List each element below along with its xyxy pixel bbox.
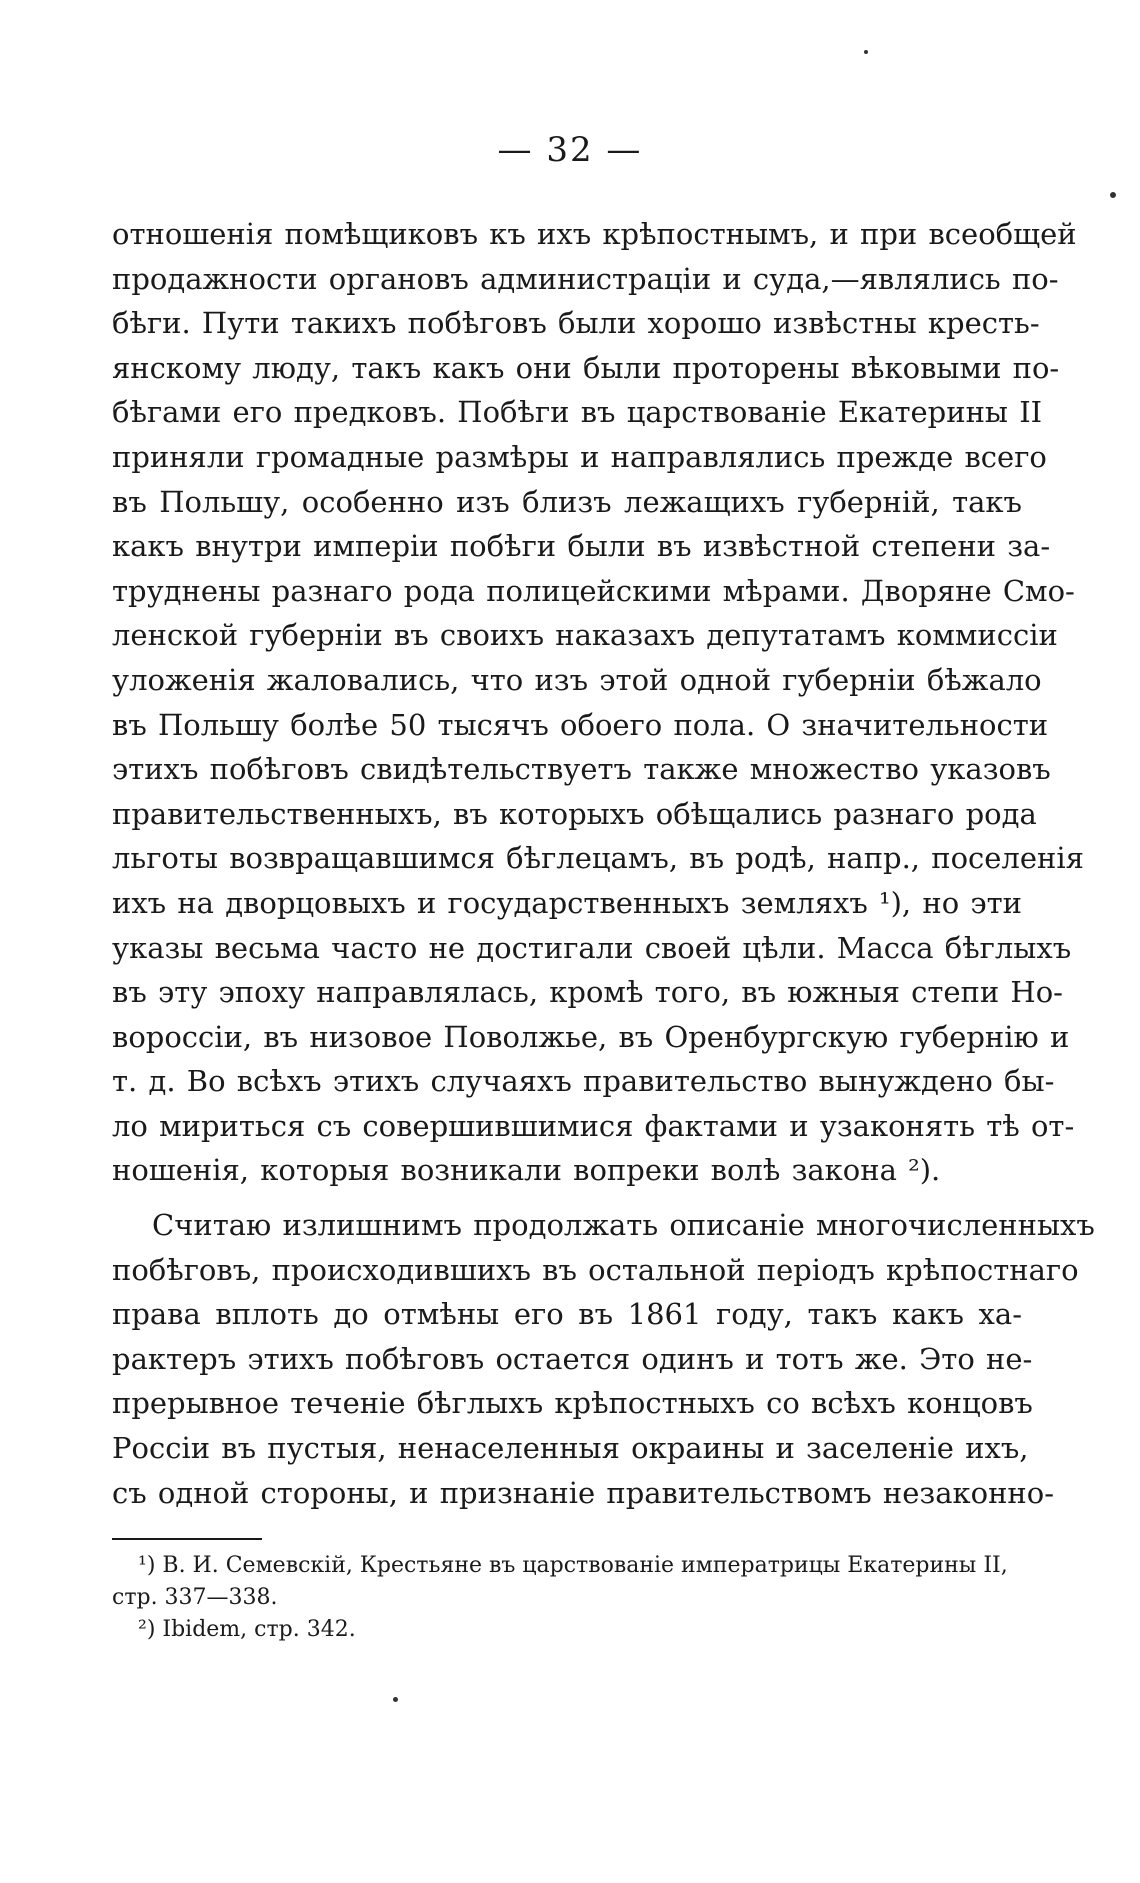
text-line: ленской губерніи въ своихъ наказахъ депутатамъ коммиссіи (112, 618, 1058, 653)
text-line: указы весьма часто не достигали своей цѣли. Масса бѣглыхъ (112, 930, 1072, 965)
scan-speck (864, 50, 868, 54)
footnote-line: стр. 337—338. (112, 1585, 278, 1610)
footnotes (112, 1550, 1022, 1646)
main-text (112, 212, 1095, 1515)
paragraph (112, 212, 1084, 1193)
text-line: льготы возвращавшимся бѣглецамъ, въ родѣ, напр., поселенія (112, 841, 1084, 876)
text-line: т. д. Во всѣхъ этихъ случаяхъ правительство вынуждено бы- (112, 1064, 1055, 1099)
text-line: прерывное теченіе бѣглыхъ крѣпостныхъ со всѣхъ концовъ (112, 1386, 1033, 1421)
text-line: какъ внутри имперіи побѣги были въ извѣстной степени за- (112, 529, 1051, 564)
page-number: — 32 — (497, 130, 643, 170)
text-line: рактеръ этихъ побѣговъ остается одинъ и тотъ же. Это не- (112, 1341, 1033, 1376)
text-line: бѣги. Пути такихъ побѣговъ были хорошо извѣстны кресть- (112, 306, 1040, 341)
text-line: вороссіи, въ низовое Поволжье, въ Оренбургскую губернію и (112, 1019, 1070, 1054)
text-line: приняли громадные размѣры и направлялись прежде всего (112, 439, 1047, 474)
text-line: права вплоть до отмѣны его въ 1861 году, такъ какъ ха- (112, 1297, 1022, 1332)
scan-speck (393, 1697, 398, 1702)
text-line: ношенія, которыя возникали вопреки волѣ закона ²). (112, 1153, 941, 1188)
paragraph-gap (112, 1193, 1022, 1203)
footnote (112, 1614, 1022, 1646)
text-line: ло мириться съ совершившимися фактами и узаконять тѣ от- (112, 1108, 1075, 1143)
text-line: отношенія помѣщиковъ къ ихъ крѣпостнымъ, и при всеобщей (112, 217, 1077, 251)
paragraph (112, 1203, 1095, 1515)
text-line: въ Польшу, особенно изъ близъ лежащихъ губерній, такъ (112, 484, 1022, 519)
text-line: въ Польшу болѣе 50 тысячъ обоего пола. О значительности (112, 707, 1049, 742)
text-line: этихъ побѣговъ свидѣтельствуетъ также множество указовъ (112, 752, 1051, 787)
text-line: труднены разнаго рода полицейскими мѣрами. Дворяне Смо- (112, 573, 1075, 608)
text-line: продажности органовъ администраціи и суда,—являлись по- (112, 261, 1059, 296)
text-line: правительственныхъ, въ которыхъ обѣщались разнаго рода (112, 796, 1037, 831)
text-line: съ одной стороны, и признаніе правительствомъ незаконно- (112, 1475, 1055, 1510)
text-line: янскому люду, такъ какъ они были проторены вѣковыми по- (112, 350, 1060, 385)
text-line: Считаю излишнимъ продолжать описаніе многочисленныхъ (152, 1208, 1095, 1243)
text-line: ихъ на дворцовыхъ и государственныхъ земляхъ ¹), но эти (112, 885, 1022, 920)
text-line: въ эту эпоху направлялась, кромѣ того, въ южныя степи Но- (112, 975, 1063, 1010)
text-line: побѣговъ, происходившихъ въ остальной періодъ крѣпостнаго (112, 1252, 1079, 1287)
text-line: бѣгами его предковъ. Побѣги въ царствованіе Екатерины II (112, 395, 1043, 430)
footnote-divider (112, 1538, 262, 1540)
text-line: Россіи въ пустыя, ненаселенныя окраины и заселеніе ихъ, (112, 1431, 1029, 1466)
text-line: уложенія жаловались, что изъ этой одной губерніи бѣжало (112, 662, 1042, 697)
footnote-line: ²) Ibidem, стр. 342. (138, 1617, 356, 1642)
footnote-line: ¹) В. И. Семевскій, Крестьяне въ царствованіе императрицы Екатерины II, (138, 1553, 1008, 1578)
footnote (112, 1550, 1022, 1614)
scan-speck (1110, 192, 1116, 198)
